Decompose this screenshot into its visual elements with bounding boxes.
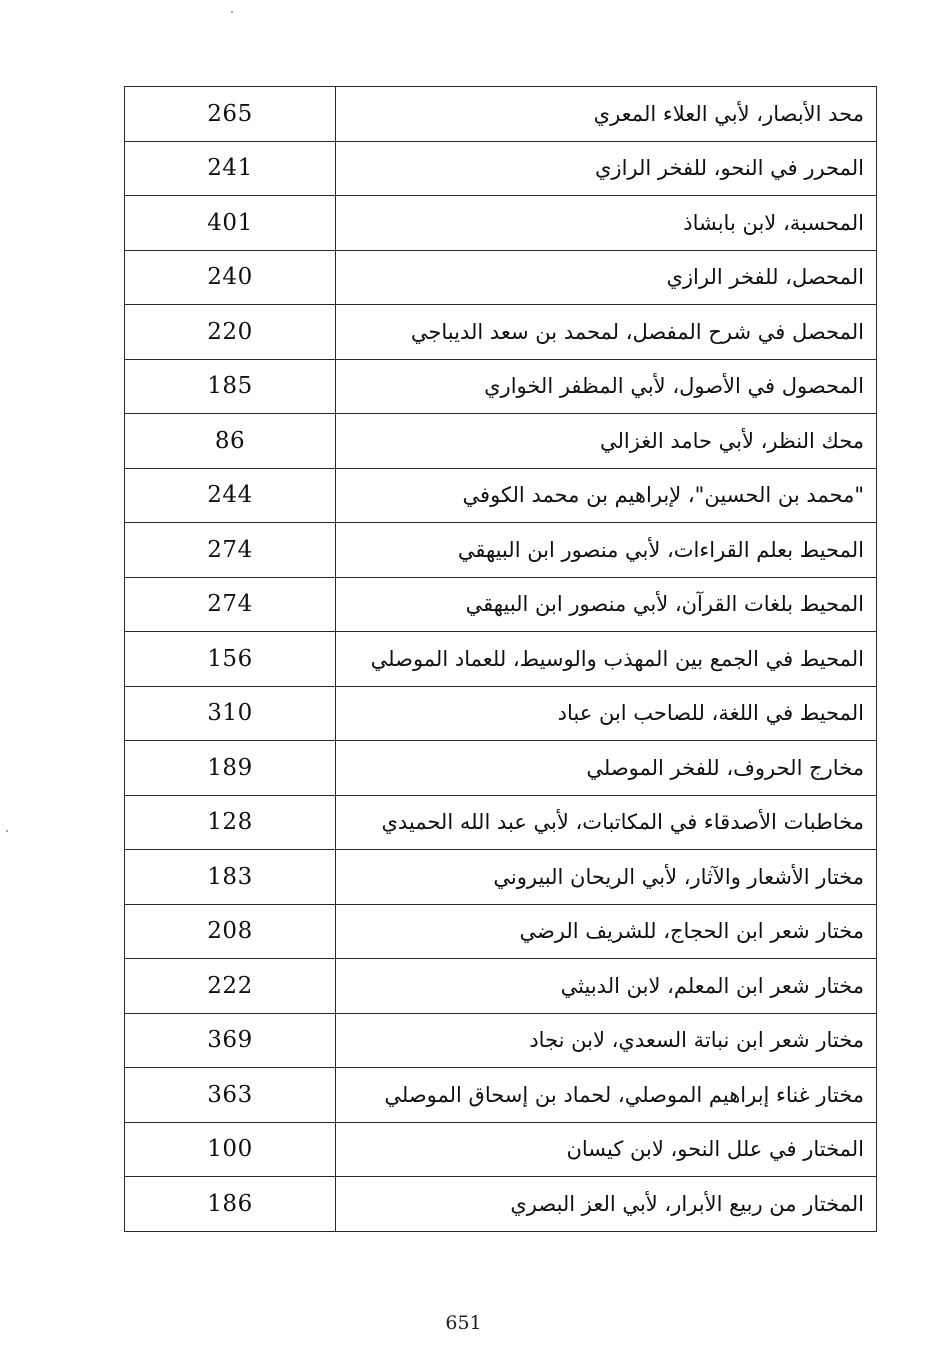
- entry-title: المحرر في النحو، للفخر الرازي: [336, 141, 877, 196]
- entry-page-number: 363: [125, 1068, 336, 1123]
- entry-page-number: 86: [125, 414, 336, 469]
- entry-page-number: 128: [125, 795, 336, 850]
- entry-title: مختار شعر ابن المعلم، لابن الدبيثي: [336, 959, 877, 1014]
- table-row: [125, 196, 877, 251]
- table-row: [125, 1013, 877, 1068]
- entry-page-number: 186: [125, 1177, 336, 1232]
- entry-title: المحيط في اللغة، للصاحب ابن عباد: [336, 686, 877, 741]
- entry-title: محك النظر، لأبي حامد الغزالي: [336, 414, 877, 469]
- table-row: [125, 741, 877, 796]
- index-table-body: [125, 87, 877, 1232]
- table-row: [125, 686, 877, 741]
- entry-title: مخارج الحروف، للفخر الموصلي: [336, 741, 877, 796]
- entry-title: المحيط في الجمع بين المهذب والوسيط، للعماد الموصلي: [336, 632, 877, 687]
- entry-title: المحصل في شرح المفصل، لمحمد بن سعد الديباجي: [336, 305, 877, 360]
- table-row: [125, 1068, 877, 1123]
- entry-page-number: 244: [125, 468, 336, 523]
- table-row: [125, 468, 877, 523]
- entry-title: محد الأبصار، لأبي العلاء المعري: [336, 87, 877, 142]
- entry-title: المختار من ربيع الأبرار، لأبي العز البصري: [336, 1177, 877, 1232]
- entry-title: مختار غناء إبراهيم الموصلي، لحماد بن إسحاق الموصلي: [336, 1068, 877, 1123]
- scan-speck: [6, 830, 8, 832]
- entry-page-number: 241: [125, 141, 336, 196]
- index-table: [124, 86, 877, 1232]
- entry-page-number: 185: [125, 359, 336, 414]
- entry-title: مختار الأشعار والآثار، لأبي الريحان البيروني: [336, 850, 877, 905]
- table-row: [125, 305, 877, 360]
- table-row: [125, 795, 877, 850]
- entry-page-number: 369: [125, 1013, 336, 1068]
- table-row: [125, 1122, 877, 1177]
- entry-title: "محمد بن الحسين"، لإبراهيم بن محمد الكوفي: [336, 468, 877, 523]
- table-row: [125, 577, 877, 632]
- entry-page-number: 265: [125, 87, 336, 142]
- page-number: 651: [445, 1312, 482, 1334]
- entry-title: مختار شعر ابن نباتة السعدي، لابن نجاد: [336, 1013, 877, 1068]
- entry-page-number: 100: [125, 1122, 336, 1177]
- entry-title: مختار شعر ابن الحجاج، للشريف الرضي: [336, 904, 877, 959]
- table-row: [125, 1177, 877, 1232]
- table-row: [125, 359, 877, 414]
- entry-page-number: 183: [125, 850, 336, 905]
- entry-page-number: 310: [125, 686, 336, 741]
- entry-title: المحسبة، لابن بابشاذ: [336, 196, 877, 251]
- entry-page-number: 401: [125, 196, 336, 251]
- entry-page-number: 189: [125, 741, 336, 796]
- table-row: [125, 632, 877, 687]
- entry-title: المحيط بلغات القرآن، لأبي منصور ابن البيهقي: [336, 577, 877, 632]
- entry-page-number: 274: [125, 523, 336, 578]
- table-row: [125, 414, 877, 469]
- table-row: [125, 87, 877, 142]
- table-row: [125, 850, 877, 905]
- entry-title: المختار في علل النحو، لابن كيسان: [336, 1122, 877, 1177]
- entry-page-number: 220: [125, 305, 336, 360]
- entry-title: المحيط بعلم القراءات، لأبي منصور ابن البيهقي: [336, 523, 877, 578]
- table-row: [125, 141, 877, 196]
- entry-title: مخاطبات الأصدقاء في المكاتبات، لأبي عبد الله الحميدي: [336, 795, 877, 850]
- entry-page-number: 156: [125, 632, 336, 687]
- entry-title: المحصل، للفخر الرازي: [336, 250, 877, 305]
- entry-page-number: 240: [125, 250, 336, 305]
- entry-page-number: 208: [125, 904, 336, 959]
- table-row: [125, 250, 877, 305]
- table-row: [125, 904, 877, 959]
- table-row: [125, 523, 877, 578]
- scan-speck: [231, 11, 233, 13]
- table-row: [125, 959, 877, 1014]
- entry-title: المحصول في الأصول، لأبي المظفر الخواري: [336, 359, 877, 414]
- entry-page-number: 222: [125, 959, 336, 1014]
- entry-page-number: 274: [125, 577, 336, 632]
